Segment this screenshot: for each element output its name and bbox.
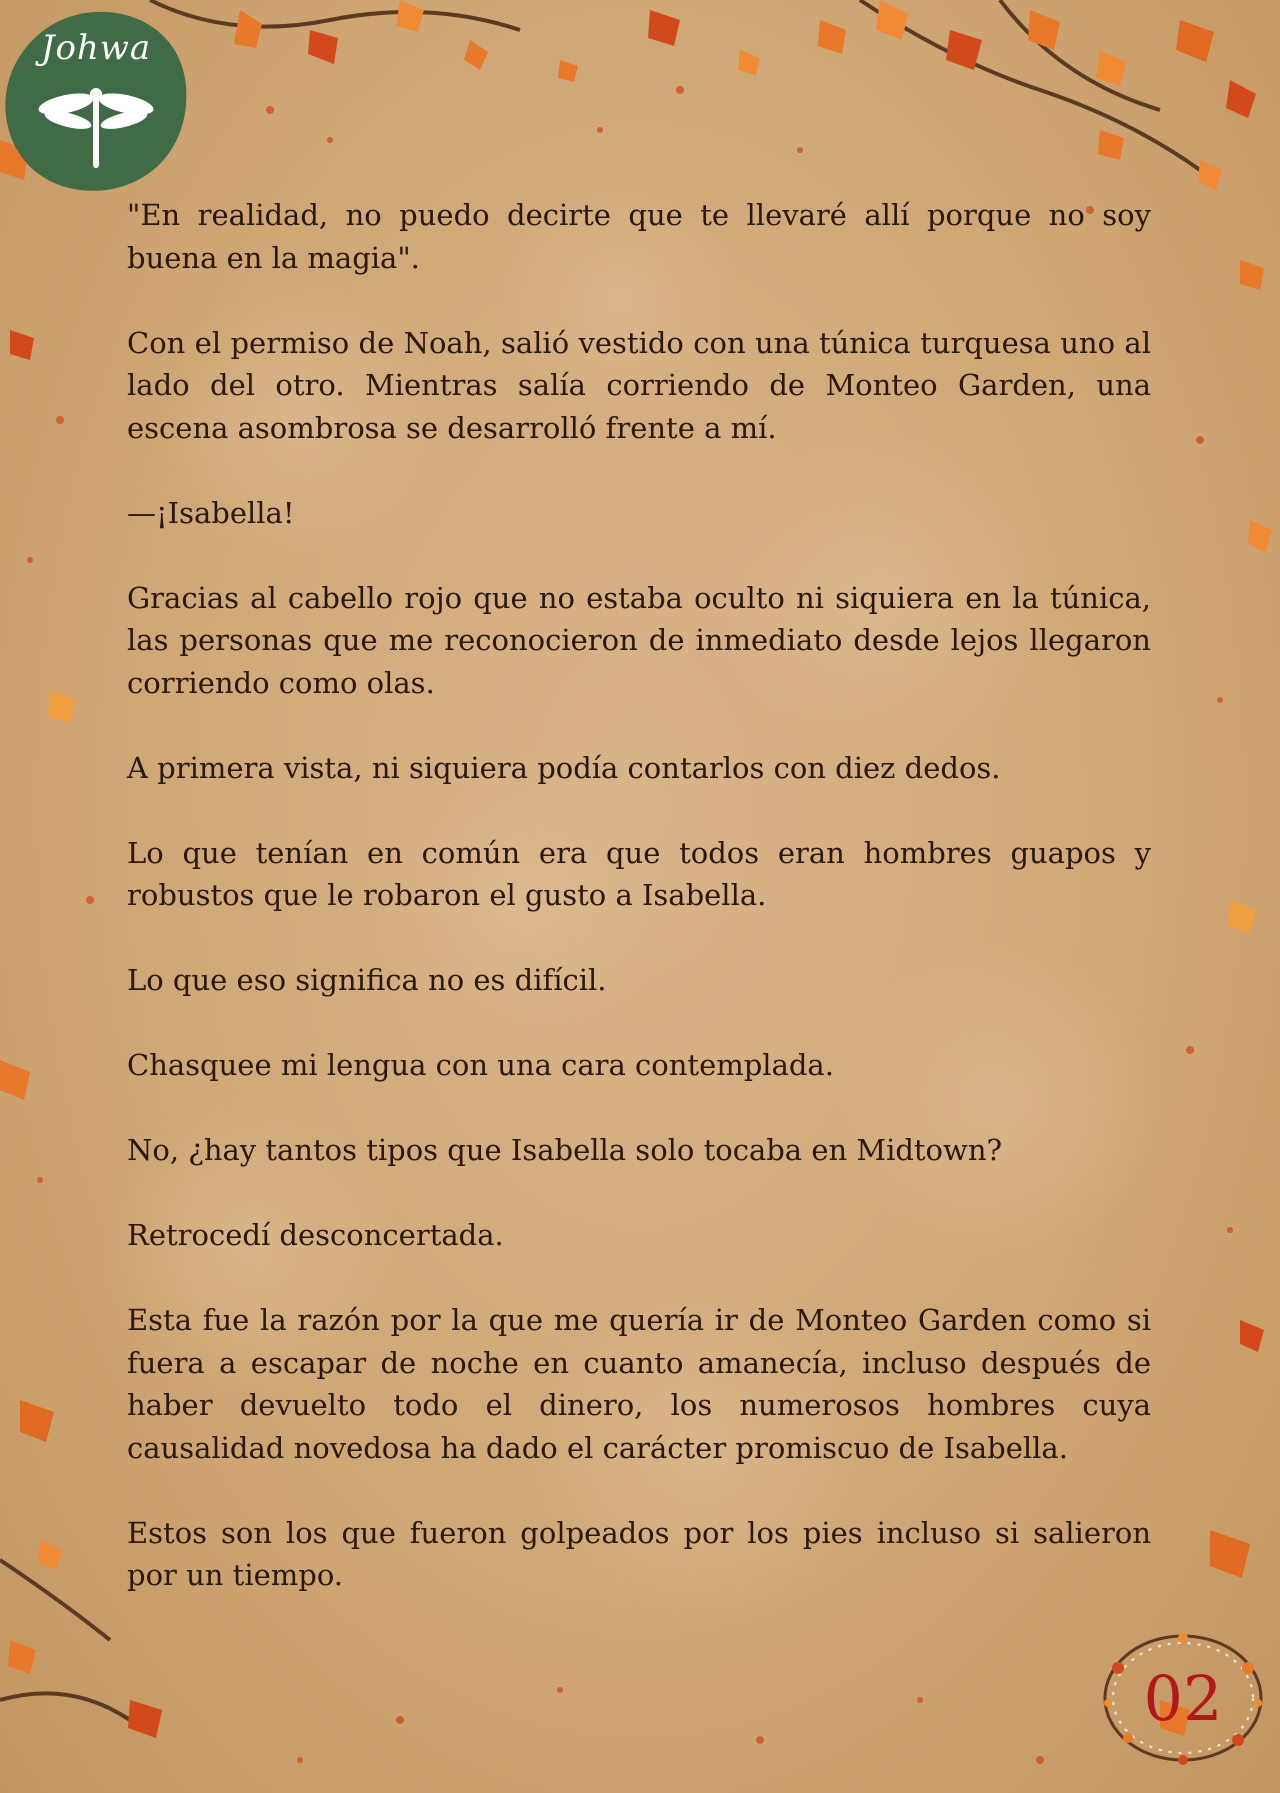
paragraph: "En realidad, no puedo decirte que te llevaré allí porque no soy buena en la magia". bbox=[127, 198, 1151, 275]
paragraph: Con el permiso de Noah, salió vestido con una túnica turquesa uno al lado del otro. Mientras salía corriendo de Monteo Garden, una escena asombrosa se desarrolló frente a mí. bbox=[127, 325, 1151, 445]
paragraph: Gracias al cabello rojo que no estaba oculto ni siquiera en la túnica, las personas que me reconocieron de inmediato desde lejos llegaron corriendo como olas. bbox=[127, 580, 1151, 700]
paragraph: A primera vista, ni siquiera podía contarlos con diez dedos. bbox=[127, 750, 1001, 785]
story-text bbox=[127, 194, 1151, 1639]
paragraph: Esta fue la razón por la que me quería ir de Monteo Garden como si fuera a escapar de noche en cuanto amanecía, incluso después de haber devuelto todo el dinero, los numerosos hombres cuya causalidad novedosa ha dado el carácter promiscuo de Isabella. bbox=[127, 1303, 1151, 1465]
leaves-right bbox=[1160, 260, 1272, 1736]
paragraph: —¡Isabella! bbox=[127, 495, 295, 530]
leaves-top bbox=[234, 0, 1256, 190]
paragraph: Retrocedí desconcertada. bbox=[127, 1218, 504, 1252]
page-number: 02 bbox=[1143, 1662, 1223, 1735]
paragraph: No, ¿hay tantos tipos que Isabella solo tocaba en Midtown? bbox=[127, 1133, 1003, 1167]
johwa-logo bbox=[2, 6, 190, 196]
paragraph: Chasquee mi lengua con una cara contemplada. bbox=[127, 1048, 834, 1082]
page-number-badge bbox=[1088, 1628, 1278, 1768]
paragraph: Lo que eso significa no es difícil. bbox=[127, 963, 607, 997]
brand-name: Johwa bbox=[40, 28, 152, 68]
dragonfly-icon bbox=[36, 76, 156, 176]
paragraph: Estos son los que fueron golpeados por los pies incluso si salieron por un tiempo. bbox=[127, 1515, 1151, 1592]
paragraph: Lo que tenían en común era que todos eran hombres guapos y robustos que le robaron el gusto a Isabella. bbox=[127, 835, 1151, 912]
